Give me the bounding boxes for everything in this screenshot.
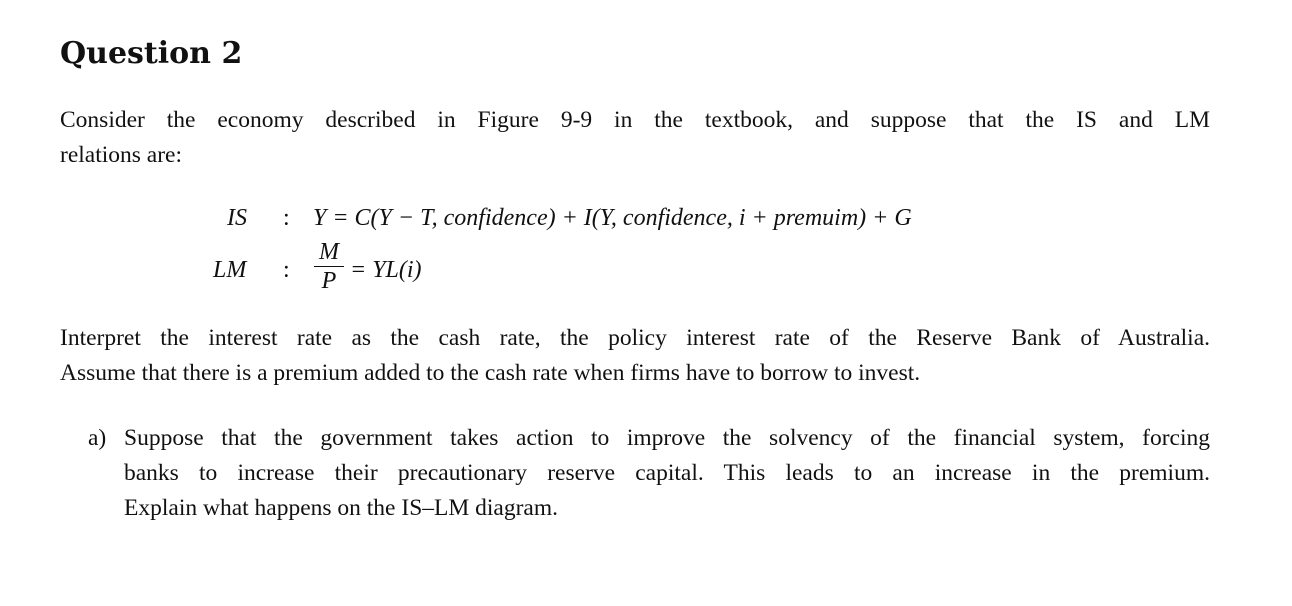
part-a-line-1: Suppose that the government takes action to improve the solvency of the financial system, forcing bbox=[124, 425, 1210, 451]
part-a-marker: a) bbox=[88, 425, 107, 451]
lm-equation-rhs-expression: = YL(i) bbox=[350, 257, 422, 283]
part-a-text bbox=[124, 421, 1210, 526]
lm-fraction-denominator: P bbox=[321, 268, 337, 295]
is-equation-colon: : bbox=[283, 205, 290, 231]
is-equation-expression: Y = C(Y − T, confidence) + I(Y, confidence, i + premuim) + G bbox=[313, 205, 912, 231]
intro-line-1: Consider the economy described in Figure 9-9 in the textbook, and suppose that the IS and LM bbox=[60, 107, 1210, 133]
intro-paragraph bbox=[60, 103, 1210, 173]
lm-equation-name: LM bbox=[213, 257, 247, 283]
interpretation-line-2: Assume that there is a premium added to the cash rate when firms have to borrow to invest. bbox=[60, 360, 921, 386]
intro-line-2: relations are: bbox=[60, 142, 183, 168]
interpretation-line-1: Interpret the interest rate as the cash rate, the policy interest rate of the Reserve Bank of Australia. bbox=[60, 325, 1210, 351]
is-equation-name: IS bbox=[227, 205, 247, 231]
lm-fraction-bar bbox=[314, 266, 344, 267]
part-a-line-3: Explain what happens on the IS–LM diagram. bbox=[124, 495, 559, 521]
lm-equation-rhs bbox=[350, 255, 422, 285]
lm-fraction-numerator: M bbox=[319, 239, 339, 265]
question-heading: Question 2 bbox=[60, 36, 243, 71]
lm-equation-colon: : bbox=[283, 257, 290, 283]
is-equation-body bbox=[313, 203, 912, 233]
lm-fraction bbox=[314, 239, 344, 294]
part-a-line-2: banks to increase their precautionary reserve capital. This leads to an increase in the premium. bbox=[124, 460, 1210, 486]
interpretation-paragraph bbox=[60, 321, 1210, 391]
